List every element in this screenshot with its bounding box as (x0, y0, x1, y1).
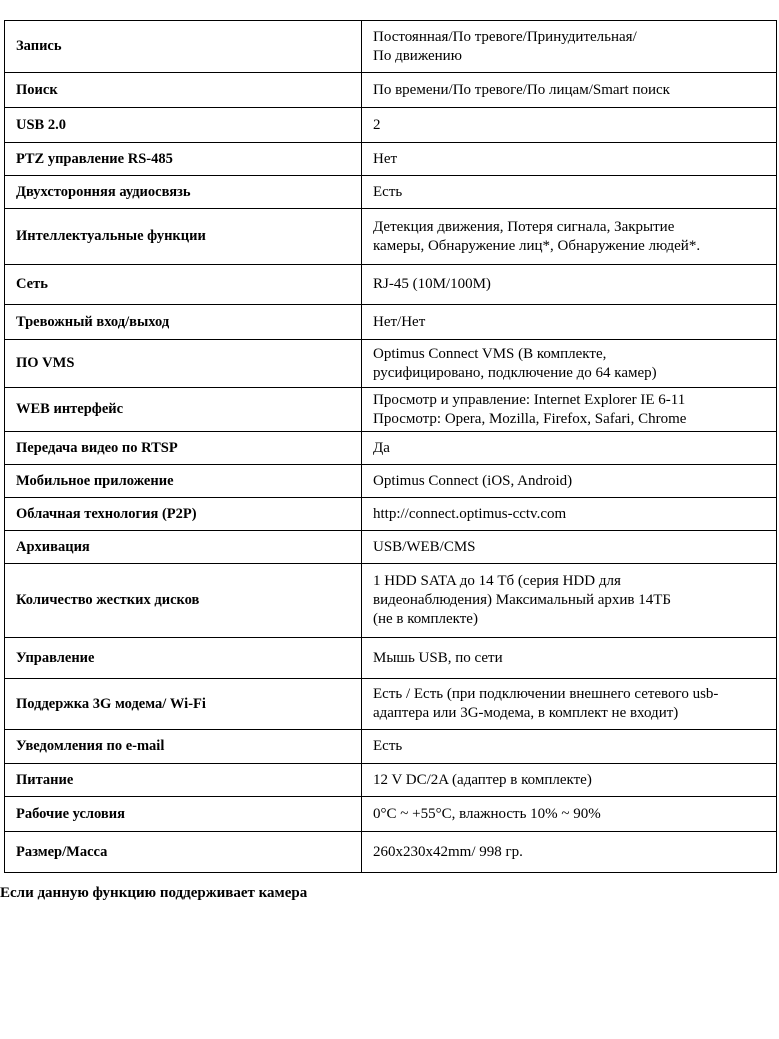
spec-row (5, 432, 777, 465)
spec-key: Управление (5, 638, 362, 679)
spec-value: Постоянная/По тревоге/Принудительная/ По движению (362, 21, 777, 73)
spec-key: Поддержка 3G модема/ Wi-Fi (5, 679, 362, 730)
spec-value: По времени/По тревоге/По лицам/Smart поиск (362, 73, 777, 108)
spec-key: WEB интерфейс (5, 388, 362, 432)
spec-key: Количество жестких дисков (5, 564, 362, 638)
spec-key: USB 2.0 (5, 108, 362, 143)
spec-key: Передача видео по RTSP (5, 432, 362, 465)
spec-row (5, 143, 777, 176)
spec-row (5, 764, 777, 797)
spec-value: USB/WEB/CMS (362, 531, 777, 564)
spec-key: Облачная технология (P2P) (5, 498, 362, 531)
spec-row (5, 176, 777, 209)
spec-value: Optimus Connect (iOS, Android) (362, 465, 777, 498)
spec-row (5, 388, 777, 432)
spec-key: ПО VMS (5, 340, 362, 388)
spec-value: Да (362, 432, 777, 465)
spec-key: Размер/Масса (5, 832, 362, 873)
spec-value: Есть (362, 176, 777, 209)
spec-row (5, 531, 777, 564)
spec-value: Детекция движения, Потеря сигнала, Закрытие камеры, Обнаружение лиц*, Обнаружение людей*. (362, 209, 777, 265)
spec-key: Уведомления по e-mail (5, 730, 362, 764)
spec-value: 2 (362, 108, 777, 143)
spec-row (5, 340, 777, 388)
spec-row (5, 679, 777, 730)
spec-row (5, 498, 777, 531)
spec-key: Питание (5, 764, 362, 797)
spec-value: 0°C ~ +55°C, влажность 10% ~ 90% (362, 797, 777, 832)
specs-table (4, 20, 777, 873)
spec-key: Двухсторонняя аудиосвязь (5, 176, 362, 209)
spec-row (5, 730, 777, 764)
spec-row (5, 108, 777, 143)
spec-value: Нет/Нет (362, 305, 777, 340)
spec-value: Нет (362, 143, 777, 176)
spec-row (5, 638, 777, 679)
spec-key: Архивация (5, 531, 362, 564)
spec-value: RJ-45 (10M/100M) (362, 265, 777, 305)
spec-row (5, 73, 777, 108)
spec-row (5, 265, 777, 305)
spec-value: Просмотр и управление: Internet Explorer IE 6-11 Просмотр: Opera, Mozilla, Firefox, Safari, Chrome (362, 388, 777, 432)
spec-key: Мобильное приложение (5, 465, 362, 498)
spec-key: Рабочие условия (5, 797, 362, 832)
spec-row (5, 797, 777, 832)
spec-row (5, 465, 777, 498)
spec-value: 12 V DC/2A (адаптер в комплекте) (362, 764, 777, 797)
spec-key: Поиск (5, 73, 362, 108)
spec-value: Optimus Connect VMS (В комплекте, русифицировано, подключение до 64 камер) (362, 340, 777, 388)
spec-row (5, 21, 777, 73)
spec-key: Запись (5, 21, 362, 73)
spec-value: http://connect.optimus-cctv.com (362, 498, 777, 531)
spec-value: Мышь USB, по сети (362, 638, 777, 679)
spec-key: Интеллектуальные функции (5, 209, 362, 265)
spec-value: Есть / Есть (при подключении внешнего сетевого usb- адаптера или 3G-модема, в комплект не входит) (362, 679, 777, 730)
spec-row (5, 832, 777, 873)
spec-key: Тревожный вход/выход (5, 305, 362, 340)
spec-row (5, 564, 777, 638)
spec-key: PTZ управление RS-485 (5, 143, 362, 176)
spec-value: 1 HDD SATA до 14 Тб (серия HDD для видеонаблюдения) Максимальный архив 14ТБ (не в комплекте) (362, 564, 777, 638)
spec-value: 260x230x42mm/ 998 гр. (362, 832, 777, 873)
spec-value: Есть (362, 730, 777, 764)
spec-row (5, 305, 777, 340)
spec-row (5, 209, 777, 265)
spec-key: Сеть (5, 265, 362, 305)
footnote: Если данную функцию поддерживает камера (0, 885, 308, 901)
